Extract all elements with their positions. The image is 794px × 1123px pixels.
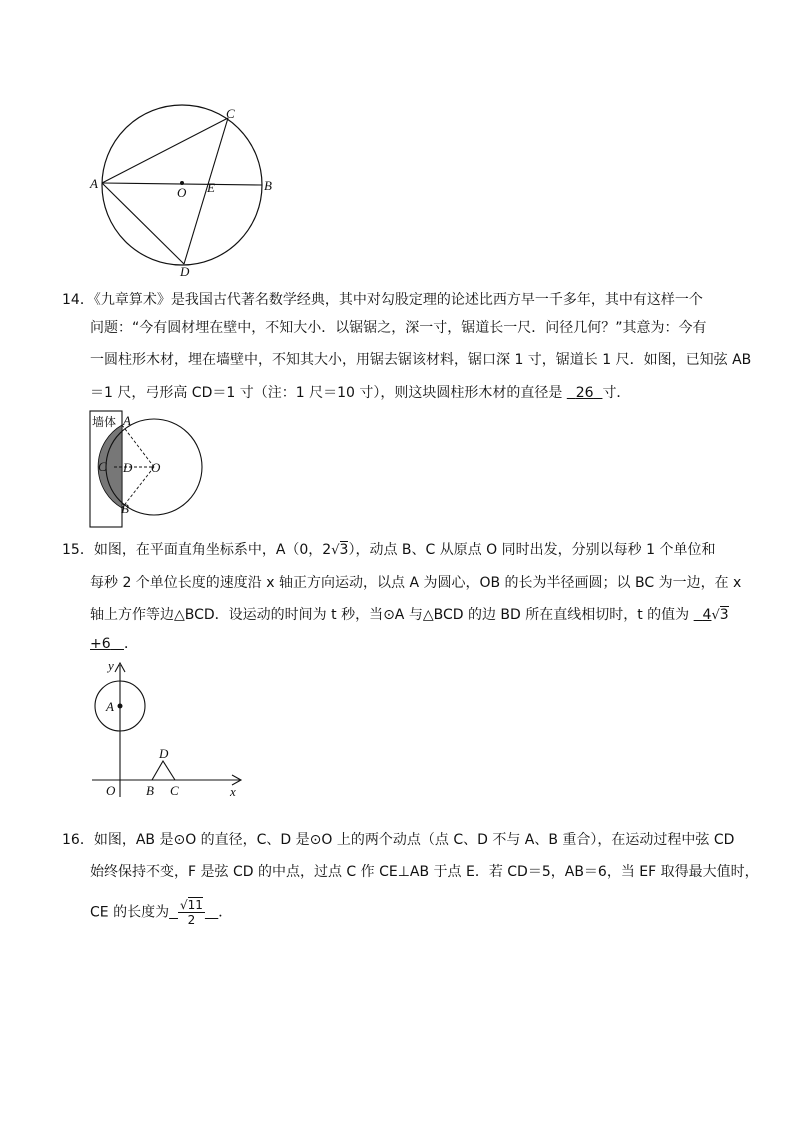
label-o-14: O: [151, 460, 161, 475]
label-x: x: [230, 784, 236, 799]
q15-line1: [62, 540, 715, 561]
label-c: C: [226, 106, 235, 121]
q16-text-3-end: ．: [218, 904, 233, 921]
wall-log-figure: [0, 405, 794, 535]
label-b: B: [264, 178, 272, 193]
q16-line1: [62, 830, 734, 850]
q14-line2: 问题：“今有圆材埋在壁中，不知大小．以锯锯之，深一寸，锯道长一尺．问径几何？”其意为：今有: [90, 320, 707, 336]
q15-line4: [90, 634, 138, 654]
chord-cd: [184, 118, 228, 264]
label-d-15: D: [159, 746, 169, 761]
label-o: O: [177, 185, 187, 200]
q16-line2: 始终保持不变，F 是弦 CD 的中点，过点 C 作 CE⊥AB 于点 E．若 CD＝5，AB＝6，当 EF 取得最大值时，: [90, 864, 759, 880]
q15-answer-b: +6: [90, 636, 111, 652]
q14-number: 14．: [62, 292, 94, 308]
q16-number: 16．: [62, 832, 94, 848]
q14-line1: [62, 290, 703, 310]
q15-line3: [90, 605, 729, 626]
q14-text-1: 《九章算术》是我国古代著名数学经典，其中对勾股定理的论述比西方早一千多年，其中有这样一个: [93, 292, 703, 308]
q15-line2: 每秒 2 个单位长度的速度沿 x 轴正方向运动，以点 A 为圆心，OB 的长为半径画圆；以 BC 为一边，在 x: [90, 575, 742, 591]
q15-number: 15．: [62, 542, 94, 558]
q16-line3: [90, 898, 232, 927]
q14-line3: 一圆柱形木材，埋在墙壁中，不知其大小，用锯去锯该材料，锯口深 1 寸，锯道长 1 尺．如图，已知弦 AB: [90, 352, 752, 368]
sqrt-3: √3: [331, 542, 349, 558]
wall-label: 墙体: [92, 415, 117, 429]
q15-answer-a: 4: [702, 607, 712, 623]
q15-answer-sqrt: √3: [711, 607, 729, 623]
q14-line4: [90, 383, 630, 403]
label-y: y: [108, 658, 114, 673]
label-d-14: D: [123, 460, 133, 475]
q14-answer: 26: [575, 385, 594, 401]
label-a-14: A: [123, 413, 131, 428]
q16-answer-fraction: $\frac{√11}{2}$: [179, 898, 203, 927]
q15-text-1b: ），动点 B、C 从原点 O 同时出发，分别以每秒 1 个单位和: [348, 542, 716, 558]
q15-text-1a: 如图，在平面直角坐标系中，A（0，2: [93, 542, 332, 558]
q16-text-1: 如图，AB 是⊙O 的直径，C、D 是⊙O 上的两个动点（点 C、D 不与 A、B 重合），在运动过程中弦 CD: [93, 832, 735, 848]
label-b-14: B: [121, 501, 129, 516]
triangle-bcd: [152, 761, 175, 780]
label-o-15: O: [106, 783, 116, 798]
q16-text-3: CE 的长度为: [90, 904, 170, 921]
label-b-15: B: [146, 783, 154, 798]
label-c-15: C: [170, 783, 179, 798]
chord-ad: [102, 183, 184, 264]
coordinate-figure: [0, 655, 794, 805]
label-a-15: A: [106, 699, 114, 714]
q15-text-4: ．: [124, 636, 138, 652]
point-a: [118, 704, 123, 709]
label-c-14: C: [98, 459, 107, 474]
label-a: A: [90, 176, 98, 191]
q14-text-4: ＝1 尺，弓形高 CD＝1 寸（注：1 尺＝10 寸），则这块圆柱形木材的直径是: [90, 385, 563, 401]
q15-text-3: 轴上方作等边△BCD．设运动的时间为 t 秒，当⊙A 与△BCD 的边 BD 所在直线相切时，t 的值为: [90, 607, 690, 623]
label-e: E: [207, 180, 215, 195]
label-d: D: [180, 264, 190, 279]
circle-chord-figure: [0, 0, 794, 290]
q14-text-4-end: 寸．: [602, 385, 631, 401]
chord-ac: [102, 118, 228, 183]
